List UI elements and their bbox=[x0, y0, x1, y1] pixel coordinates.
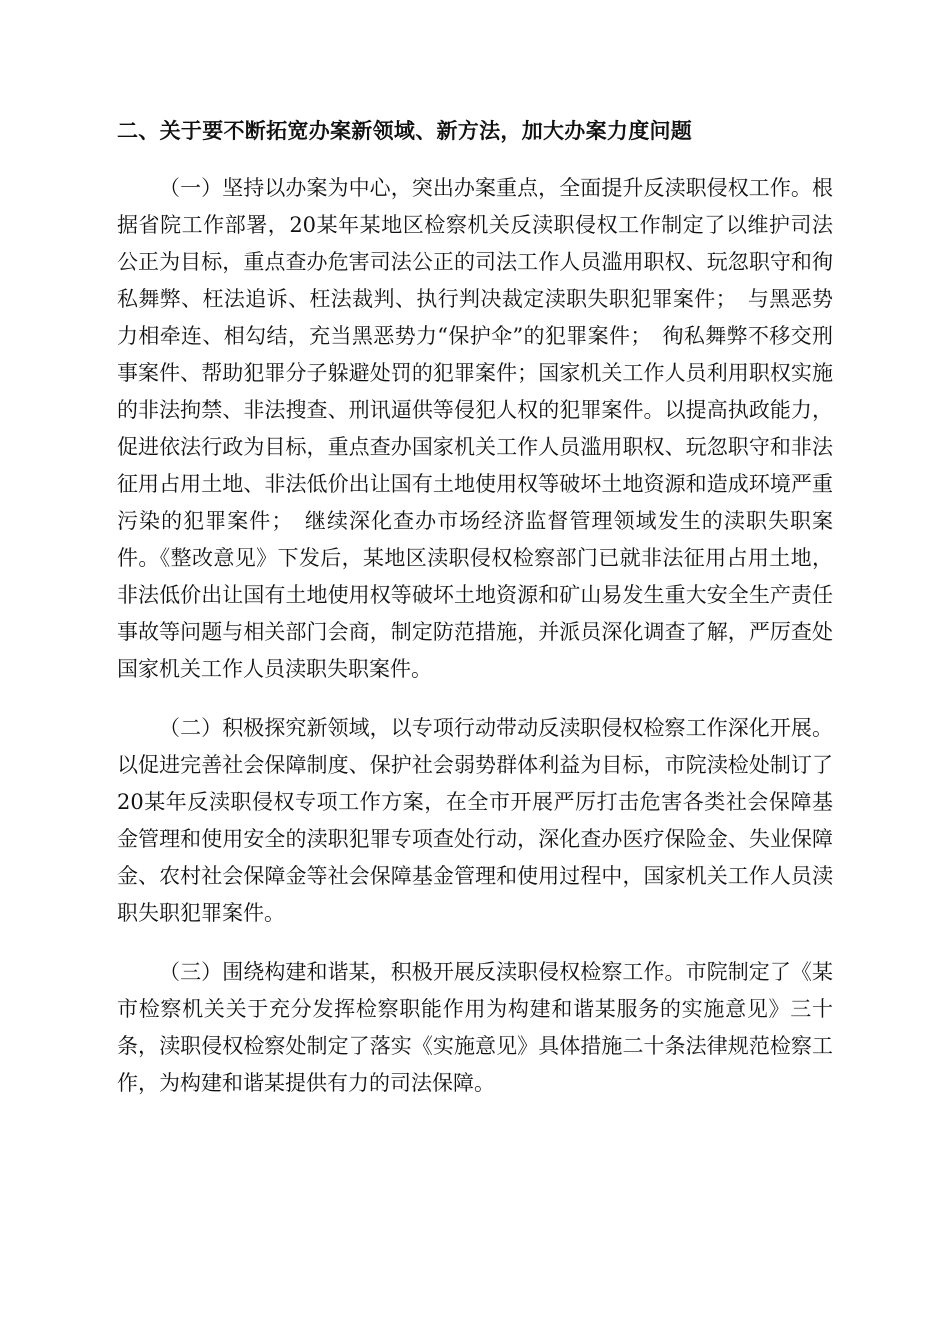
document-body bbox=[117, 112, 833, 1102]
paragraph-1: （一）坚持以办案为中心，突出办案重点，全面提升反渎职侵权工作。根据省院工作部署，20某年某地区检察机关反渎职侵权工作制定了以维护司法公正为目标，重点查办危害司法公正的司法工作人员滥用职权、玩忽职守和徇私舞弊、枉法追诉、枉法裁判、执行判决裁定渎职失职犯罪案件； 与黑恶势力相牵连、相勾结，充当黑恶势力“保护伞”的犯罪案件； 徇私舞弊不移交刑事案件、帮助犯罪分子躲避处罚的犯罪案件；国家机关工作人员利用职权实施的非法拘禁、非法搜查、刑讯逼供等侵犯人权的犯罪案件。以提高执政能力，促进依法行政为目标，重点查办国家机关工作人员滥用职权、玩忽职守和非法征用占用土地、非法低价出让国有土地使用权等破坏土地资源和造成环境严重污染的犯罪案件； 继续深化查办市场经济监督管理领域发生的渎职失职案件。《整改意见》下发后，某地区渎职侵权检察部门已就非法征用占用土地，非法低价出让国有土地使用权等破坏土地资源和矿山易发生重大安全生产责任事故等问题与相关部门会商，制定防范措施，并派员深化调查了解，严厉查处国家机关工作人员渎职失职案件。 bbox=[117, 176, 833, 681]
paragraph-3: （三）围绕构建和谐某，积极开展反渎职侵权检察工作。市院制定了《某市检察机关关于充分发挥检察职能作用为构建和谐某服务的实施意见》三十条，渎职侵权检察处制定了落实《实施意见》具体措施二十条法律规范检察工作，为构建和谐某提供有力的司法保障。 bbox=[117, 960, 833, 1095]
paragraph-2: （二）积极探究新领域，以专项行动带动反渎职侵权检察工作深化开展。以促进完善社会保障制度、保护社会弱势群体利益为目标，市院渎检处制订了20某年反渎职侵权专项工作方案，在全市开展严厉打击危害各类社会保障基金管理和使用安全的渎职犯罪专项查处行动，深化查办医疗保险金、失业保障金、农村社会保障金等社会保障基金管理和使用过程中，国家机关工作人员渎职失职犯罪案件。 bbox=[117, 716, 833, 925]
section-heading: 二、关于要不断拓宽办案新领域、新方法，加大办案力度问题 bbox=[117, 119, 693, 143]
